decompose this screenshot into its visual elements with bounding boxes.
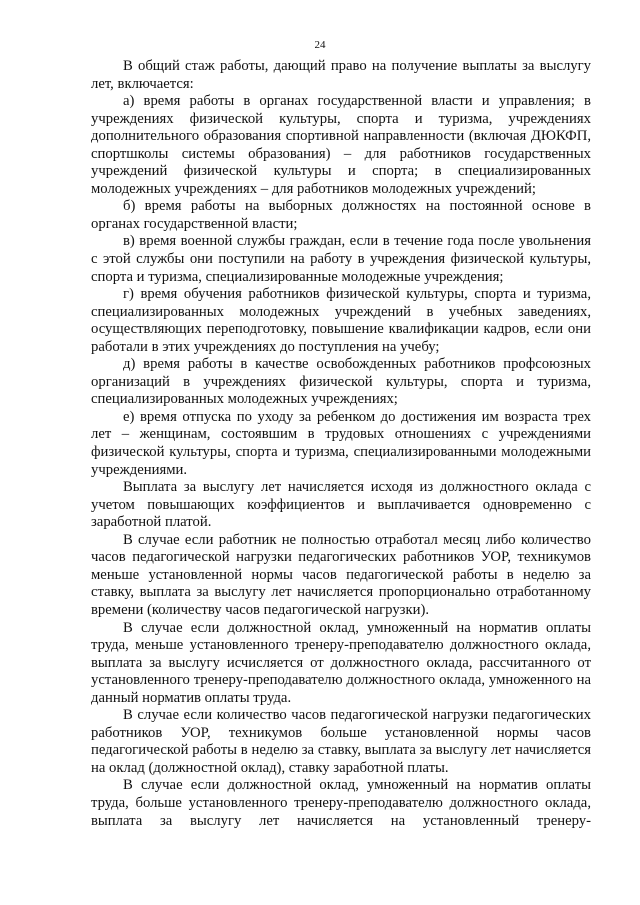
- paragraph-general-seniority: В общий стаж работы, дающий право на получение выплаты за выслугу лет, включается:: [91, 58, 591, 92]
- paragraph-salary-less-than-norm: В случае если должностной оклад, умноженный на норматив оплаты труда, меньше установленного тренеру-преподавателю должностного оклада, выплата за выслугу исчисляется от должностного оклада, рассчитанного от установленного тренеру-преподавателю должностного оклада, умноженного на данный норматив оплаты труда.: [91, 619, 591, 706]
- paragraph-incomplete-month: В случае если работник не полностью отработал месяц либо количество часов педагогической нагрузки педагогических работников УОР, техникумов меньше установленной нормы часов педагогической работы в неделю за ставку, выплата за выслугу лет начисляется пропорционально отработанному времени (количеству часов педагогической нагрузки).: [91, 531, 591, 618]
- paragraph-item-g: г) время обучения работников физической культуры, спорта и туризма, специализированных молодежных учреждений в учебных заведениях, осуществляющих переподготовку, повышение квалификации кадров, если они работали в этих учреждениях до поступления на учебу;: [91, 286, 591, 355]
- paragraph-salary-greater-than-norm: В случае если должностной оклад, умноженный на норматив оплаты труда, больше установленного тренеру-преподавателю должностного оклада, выплата за выслугу лет начисляется на установленный тренеру-: [91, 777, 591, 829]
- page-number: 24: [314, 39, 326, 51]
- document-body: [91, 58, 591, 830]
- paragraph-item-a: а) время работы в органах государственной власти и управления; в учреждениях физической культуры, спорта и туризма, учреждениях дополнительного образования спортивной направленности (включая ДЮКФП, спортшколы системы образования) – для работников государственных учреждений физической культуры и спорта; в специализированных молодежных учреждениях – для работников молодежных учреждений;: [91, 93, 591, 197]
- paragraph-item-e: е) время отпуска по уходу за ребенком до достижения им возраста трех лет – женщинам, состоявшим в трудовых отношениях с учреждениями физической культуры, спорта и туризма, специализированными молодежными учреждениями.: [91, 408, 591, 478]
- paragraph-item-v: в) время военной службы граждан, если в течение года после увольнения с этой службы они поступили на работу в учреждения физической культуры, спорта и туризма, специализированные молодежные учреждения;: [91, 233, 591, 285]
- paragraph-item-b: б) время работы на выборных должностях на постоянной основе в органах государственной власти;: [91, 198, 591, 232]
- paragraph-payment-basis: Выплата за выслугу лет начисляется исходя из должностного оклада с учетом повышающих коэффициентов и выплачивается одновременно с заработной платой.: [91, 479, 591, 531]
- paragraph-item-d: д) время работы в качестве освобожденных работников профсоюзных организаций в учреждениях физической культуры, спорта и туризма, специализированных молодежных учреждениях;: [91, 356, 591, 408]
- paragraph-hours-above-norm: В случае если количество часов педагогической нагрузки педагогических работников УОР, техникумов больше установленной нормы часов педагогической работы в неделю за ставку, выплата за выслугу лет начисляется на оклад (должностной оклад), ставку заработной платы.: [91, 707, 591, 776]
